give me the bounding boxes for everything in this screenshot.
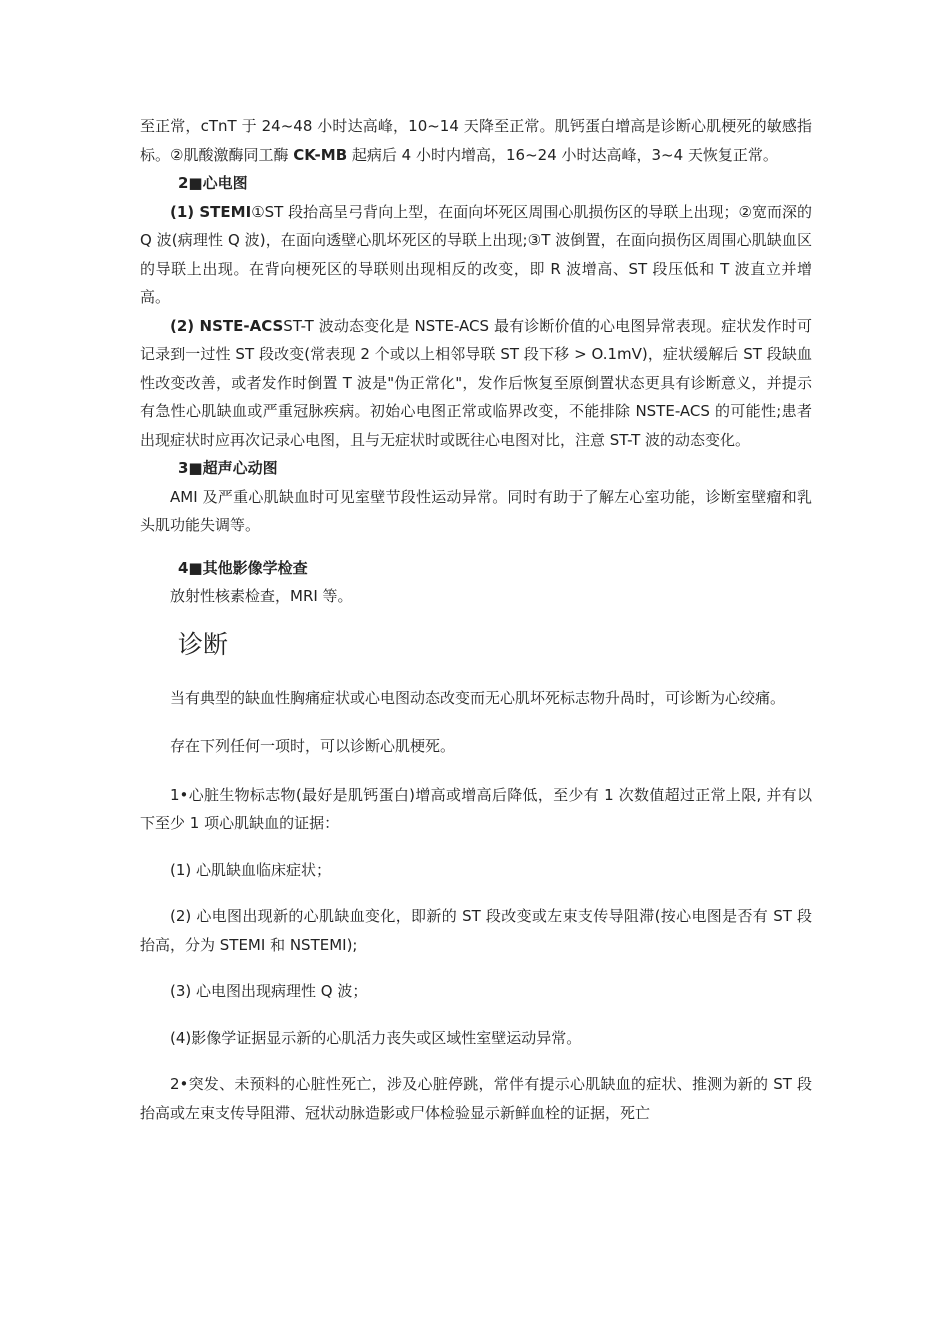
list-item: (3) 心电图出现病理性 Q 波； (170, 982, 368, 1000)
paragraph-criterion-1: 1•心脏生物标志物(最好是肌钙蛋白)增高或增高后降低，至少有 1 次数值超过正常上限, 并有以下至少 1 项心肌缺血的证据： (140, 785, 812, 832)
paragraph-echo: AMI 及严重心肌缺血时可见室壁节段性运动异常。同时有助于了解左心室功能，诊断室壁瘤和乳头肌功能失调等。 (140, 487, 812, 534)
section-heading-ecg (140, 169, 812, 198)
bold-term: CK-MB (293, 145, 348, 164)
text-run: ST-T 波动态变化是 NSTE-ACS 最有诊断价值的心电图异常表现。症状发作时可记录到一过性 ST 段改变(常表现 2 个或以上相邻导联 ST 段下移 > O.1mV)，症状缓解后 ST 段缺血性改变改善，或者发作时倒置 T 波是"伪正常化"，发作后恢复至原倒置状态更具有诊断意义，并提示有急性心肌缺血或严重冠脉疾病。初始心电图正常或临界改变，不能排除 NSTE-ACS 的可能性;患者出现症状时应再次记录心电图，且与无症状时或既往心电图对比，注意 ST-T 波的动态变化。 (140, 316, 812, 449)
bold-term: (1) STEMI (170, 202, 252, 221)
list-item: (1) 心肌缺血临床症状； (170, 860, 332, 879)
paragraph-mi-criteria-intro: 存在下列任何一项时，可以诊断心肌梗死。 (170, 737, 456, 755)
list-item: (2) 心电图出现新的心肌缺血变化，即新的 ST 段改变或左束支传导阻滞(按心电图是否有 ST 段抬高，分为 STEMI 和 NSTEMI); (140, 907, 812, 954)
paragraph-imaging: 放射性核素检查，MRI 等。 (170, 587, 353, 605)
paragraph-cardiac-markers (140, 112, 812, 169)
section-label: 4■其他影像学检查 (178, 558, 308, 577)
text-run: ①ST 段抬高呈弓背向上型，在面向坏死区周围心肌损伤区的导联上出现；②宽而深的 Q 波(病理性 Q 波)，在面向透壁心肌坏死区的导联上出现;③T 波倒置，在面向损伤区周围心肌缺血区的导联上出现。在背向梗死区的导联则出现相反的改变，即 R 波增高、ST 段压低和 T 波直立并增高。 (140, 202, 812, 306)
section-heading-echo (140, 454, 812, 483)
text-run: 至正常，cTnT 于 24~48 小时达高峰，10~14 天降至正常。肌钙蛋白增高是诊断心肌梗死的敏感指标。②肌酸激酶同工酶 (140, 117, 812, 164)
paragraph-nste-acs (140, 312, 812, 455)
paragraph-stemi (140, 198, 812, 312)
section-label: 3■超声心动图 (178, 459, 278, 477)
text-run: 起病后 4 小时内增高，16~24 小时达高峰，3~4 天恢复正常。 (347, 145, 778, 164)
heading-diagnosis: 诊断 (178, 629, 229, 659)
section-label: 2■心电图 (178, 174, 248, 192)
paragraph-criterion-2: 2•突发、未预料的心脏性死亡，涉及心脏停跳，常伴有提示心肌缺血的症状、推测为新的 ST 段抬高或左束支传导阻滞、冠状动脉造影或尸体检验显示新鲜血栓的证据，死亡 (140, 1075, 812, 1122)
paragraph-angina-diagnosis: 当有典型的缺血性胸痛症状或心电图动态改变而无心肌坏死标志物升咼时，可诊断为心绞痛。 (170, 688, 786, 707)
document-body (140, 112, 812, 1127)
list-item: (4)影像学证据显示新的心肌活力丧失或区域性室壁运动异常。 (170, 1028, 582, 1047)
bold-term: (2) NSTE-ACS (170, 316, 284, 335)
section-heading-imaging (140, 554, 812, 583)
